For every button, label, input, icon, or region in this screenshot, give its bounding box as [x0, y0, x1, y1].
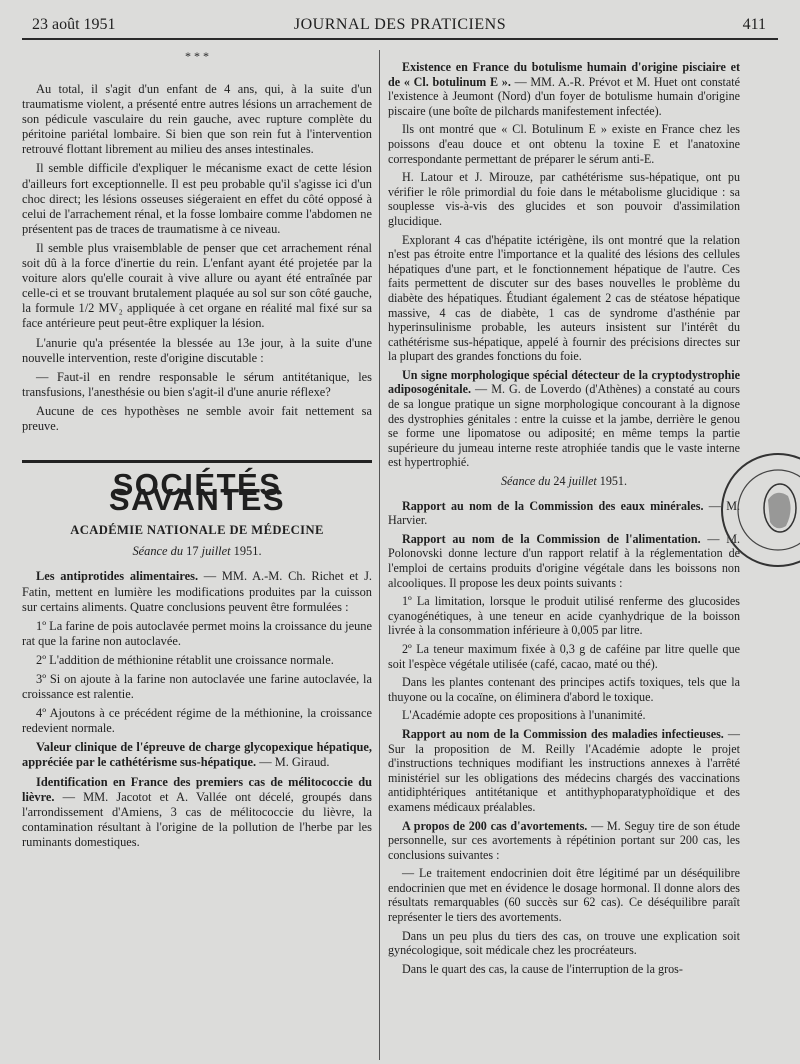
- proposals-list: [388, 594, 740, 723]
- paragraph: Explorant 4 cas d'hépatite ictérigène, ils ont montré que la relation n'est pas étroite entre l'importance et la qualité des lésions des cellules hépatiques d'une part, et le fonctionnement hépatique de l'autre. Ces faits permettent de discuter sur des bases nouvelles le problème du diabète des hépatiques. Étudiant également 2 cas de stéatose hépatique massive, 4 cas de diabète, 1 cas de syndrome d'asthénie par hyperinsulinisme probable, les auteurs insistent sur l'intérêt du cathétérisme sus-hépatique, appelé à fournir des précisions directes sur la plupart des grandes fonctions du foie.: [388, 232, 740, 364]
- list-item: 2º La teneur maximum fixée à 0,3 g de caféine par litre quelle que soit l'espèce végétale utilisée (café, cacao, maté ou thé).: [388, 641, 740, 671]
- communication: Existence en France du botulisme humain d'origine pisciaire et de « Cl. botulinum E ». — MM. A.-R. Prévot et M. Huet ont constaté l'existence à Jeumont (Nord) d'un foyer de botulisme humain d'origine piscaire (une boîte de pilchards manifestement infectée).: [388, 60, 740, 118]
- section-stars: * * *: [185, 49, 209, 63]
- paragraph: Il semble plus vraisemblable de penser que cet arrachement rénal soit dû à la force d'inertie du rein. L'enfant ayant été projetée par la voiture alors qu'elle courait à vive allure ou ayant été entraînée par celle-ci et se trouvant brutalement plaquée au sol sur son côté gauche, la formule 1/2 MV₂ appliquée à cet organe en réalité mal fixé sur sa face antérieure peut peut-être expliquer la lésion.: [22, 240, 372, 331]
- left-column: [22, 48, 372, 854]
- journal-title: JOURNAL DES PRATICIENS: [293, 16, 507, 33]
- column-divider: [379, 50, 380, 1060]
- list-item: 1º La limitation, lorsque le produit utilisé renferme des glucosides cyanogénétiques, à une teneur en acide cyanhydrique de la boisson livrée à la consommation inférieure à 0,005 par litre.: [388, 594, 740, 638]
- paragraph: H. Latour et J. Mirouze, par cathétérisme sus-hépatique, ont pu vérifier le rôle primordial du foie dans le métabolisme glucidique : sa souplesse vis-à-vis des glucides et son pouvoir d'assimilation glucidique.: [388, 170, 740, 228]
- page-header: [22, 14, 778, 40]
- academy-heading: ACADÉMIE NATIONALE DE MÉDECINE: [70, 523, 324, 538]
- paragraph: L'anurie qu'a présentée la blessée au 13e jour, à la suite d'une nouvelle intervention, reste d'origine discutable :: [22, 335, 372, 365]
- communication: Rapport au nom de la Commission des eaux minérales. — M. Harvier.: [388, 498, 740, 528]
- communication: Valeur clinique de l'épreuve de charge glycopexique hépatique, appréciée par le cathétérisme sus-hépatique. — M. Giraud.: [22, 740, 372, 770]
- session-date: Séance du 24 juillet 1951.: [501, 474, 627, 489]
- paragraph: — Le traitement endocrinien doit être légitimé par un déséquilibre endocrinien que met en évidence le dosage hormonal. Il donne alors des résultats remarquables (60 succès sur 62 cas). Ce déséquilibre paraît représenter le tiers des avortements.: [388, 866, 740, 925]
- list-item: 4º Ajoutons à ce précédent régime de la méthionine, la croissance redevient normale.: [22, 706, 372, 736]
- paragraph: Ils ont montré que « Cl. Botulinum E » existe en France chez les poissons d'eau douce et ont obtenu la toxine E et l'anatoxine correspondante permettant de préparer le sérum anti-E.: [388, 122, 740, 166]
- communication: Rapport au nom de la Commission de l'alimentation. — M. Polonovski donne lecture d'un rapport relatif à la réglementation de l'emploi de certains produits d'origine végétale dans les boissons non alcooliques. Il propose les deux points suivants :: [388, 531, 740, 590]
- section-title: SOCIÉTÉS SAVANTES: [22, 460, 372, 507]
- library-stamp-icon: [716, 436, 800, 584]
- paragraph: L'Académie adopte ces propositions à l'unanimité.: [402, 708, 646, 723]
- right-column: [388, 60, 740, 980]
- communication: Rapport au nom de la Commission des maladies infectieuses. — Sur la proposition de M. Reilly l'Académie adopte le projet d'instructions techniques modifiant les instructions annexes à l'arrêté ministériel sur les obligations des médecins chargés des vaccinations antidiphtériques antitétanique et antithyphoparatyphoïdique et des examens médicaux préalables.: [388, 726, 740, 814]
- conclusions-list: [22, 619, 372, 737]
- paragraph: Dans un peu plus du tiers des cas, on trouve une explication soit gynécologique, soit médicale chez les procréateurs.: [388, 928, 740, 958]
- page-number: 411: [742, 16, 766, 33]
- paragraph: Il semble difficile d'expliquer le mécanisme exact de cette lésion d'ailleurs fort exceptionnelle. Il est peu probable qu'il s'agisse ici d'un choc direct; les lésions osseuses siégeraient en effet du côté opposé à celui de l'arrachement rénal, et la fosse lombaire comme l'abdomen ne présentent pas de traces de traumatisme à ce niveau.: [22, 161, 372, 236]
- communication: Les antiprotides alimentaires. — MM. A.-M. Ch. Richet et J. Fatin, mettent en lumière les modifications produites par la cuisson sur certains aliments. Quatre conclusions peuvent être formulées :: [22, 569, 372, 614]
- list-item: 2º L'addition de méthionine rétablit une croissance normale.: [36, 652, 334, 667]
- session-date: Séance du 17 juillet 1951.: [132, 544, 262, 559]
- paragraph: Dans le quart des cas, la cause de l'interruption de la gros-: [402, 961, 683, 976]
- paragraph: Au total, il s'agit d'un enfant de 4 ans, qui, à la suite d'un traumatisme violent, a présenté entre autres lésions un arrachement de son pédicule vasculaire du rein gauche, avec rupture complète du péritoine pariétal lombaire. Si bien que son rein fut à l'intervention retrouvé flottant librement au milieu des anses intestinales.: [22, 82, 372, 157]
- list-item: 3º Si on ajoute à la farine non autoclavée une farine autoclavée, la croissance est ralentie.: [22, 672, 372, 702]
- paragraph: Dans les plantes contenant des principes actifs toxiques, tels que la thuyone ou la cocaïne, on éliminera d'abord le toxique.: [388, 675, 740, 704]
- communication: Identification en France des premiers cas de mélitococcie du lièvre. — MM. Jacotot et A. Vallée ont décelé, groupés dans l'arrondissement d'Amiens, 3 cas de mélitococcie du lièvre, la contamination résultant à l'origine de la pollution de l'herbe par les ruminants domestiques.: [22, 774, 372, 849]
- paragraph: Aucune de ces hypothèses ne semble avoir fait nettement sa preuve.: [22, 403, 372, 433]
- communication: Un signe morphologique spécial détecteur de la cryptodystrophie adiposogénitale. — M. G. de Loverdo (d'Athènes) a constaté au cours de sa longue pratique un signe morphologique concourant à la dignose des dystrophies génitales : entre la cuisse et la jambe, derrière le genou se forme une lipomatose ou adiposité; en même temps la partie supérieure du jumeau interne reste atrophiée tandis que le vaste interne est hypertrophié.: [388, 367, 740, 470]
- list-item: 1º La farine de pois autoclavée permet moins la croissance du jeune rat que la farine non autoclavée.: [22, 618, 372, 648]
- paragraph: — Faut-il en rendre responsable le sérum antitétanique, les transfusions, l'anesthésie ou bien s'agit-il d'une anurie réflexe?: [22, 369, 372, 399]
- header-date: 23 août 1951: [32, 16, 116, 33]
- communication: A propos de 200 cas d'avortements. — M. Seguy tire de son étude personnelle, sur ces avortements à répétinion portant sur 200 cas, les conclusions suivantes :: [388, 818, 740, 862]
